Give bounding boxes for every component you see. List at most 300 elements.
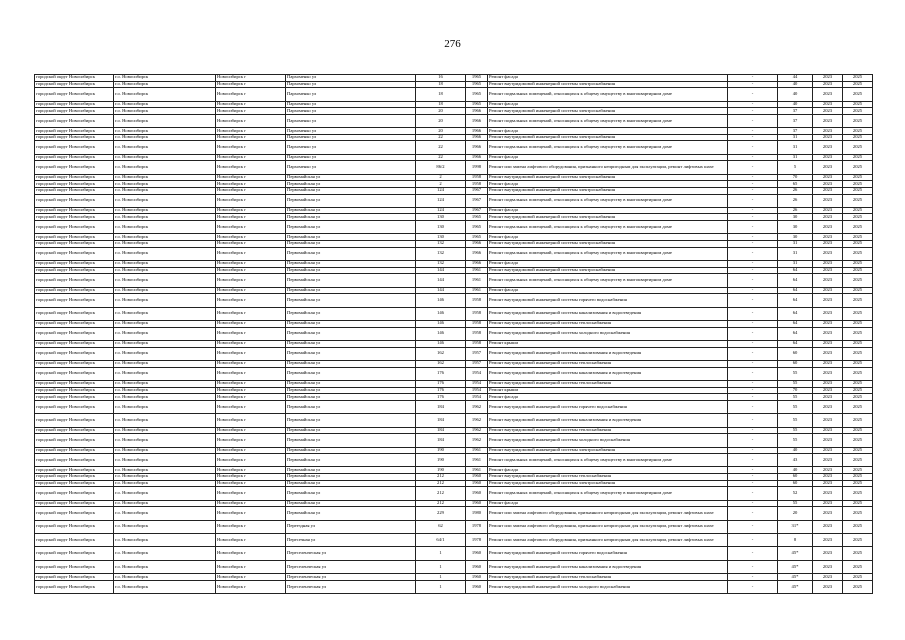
- start-year-cell: 2023: [813, 394, 843, 401]
- build-year-cell: 1958: [466, 307, 488, 320]
- table-row: [35, 154, 873, 161]
- municipality-cell: г.о. Новосибирск: [114, 387, 216, 394]
- house-number-cell: 124: [416, 207, 466, 214]
- repair-registry-table: [34, 74, 873, 594]
- district-cell: городской округ Новосибирск: [35, 447, 114, 454]
- value-cell: 40: [778, 81, 813, 88]
- municipality-cell: г.о. Новосибирск: [114, 454, 216, 467]
- dash-cell: -: [728, 454, 778, 467]
- work-type-cell: Ремонт внутридомовой инженерной системы теплоснабжения: [488, 427, 728, 434]
- city-cell: Новосибирск г: [216, 534, 286, 547]
- district-cell: городской округ Новосибирск: [35, 434, 114, 447]
- street-cell: Первомайская ул: [286, 274, 416, 287]
- municipality-cell: г.о. Новосибирск: [114, 75, 216, 82]
- dash-cell: -: [728, 101, 778, 108]
- house-number-cell: 16: [416, 75, 466, 82]
- district-cell: городской округ Новосибирск: [35, 500, 114, 507]
- street-cell: Пархоменко ул: [286, 128, 416, 135]
- dash-cell: -: [728, 307, 778, 320]
- street-cell: Первомайская ул: [286, 214, 416, 221]
- end-year-cell: 2025: [843, 500, 873, 507]
- city-cell: Новосибирск г: [216, 507, 286, 520]
- work-type-cell: Ремонт или замена лифтового оборудования, признанного непригодным для эксплуатации, ремонт лифтовых шахт: [488, 507, 728, 520]
- district-cell: городской округ Новосибирск: [35, 267, 114, 274]
- table-row: [35, 294, 873, 307]
- municipality-cell: г.о. Новосибирск: [114, 367, 216, 380]
- city-cell: Новосибирск г: [216, 141, 286, 154]
- work-type-cell: Ремонт крыши: [488, 340, 728, 347]
- work-type-cell: Ремонт подвальных помещений, относящихся к общему имуществу в многоквартирном доме: [488, 114, 728, 127]
- city-cell: Новосибирск г: [216, 347, 286, 360]
- work-type-cell: Ремонт фасада: [488, 500, 728, 507]
- table-row: [35, 241, 873, 248]
- dash-cell: -: [728, 427, 778, 434]
- house-number-cell: 162: [416, 360, 466, 367]
- end-year-cell: 2025: [843, 434, 873, 447]
- work-type-cell: Ремонт внутридомовой инженерной системы канализования и водоотведения: [488, 560, 728, 573]
- build-year-cell: 1966: [466, 108, 488, 115]
- build-year-cell: 1966: [466, 128, 488, 135]
- work-type-cell: Ремонт или замена лифтового оборудования, признанного непригодным для эксплуатации, ремонт лифтовых шахт: [488, 520, 728, 533]
- work-type-cell: Ремонт фасада: [488, 154, 728, 161]
- city-cell: Новосибирск г: [216, 88, 286, 101]
- value-cell: 26: [778, 187, 813, 194]
- start-year-cell: 2023: [813, 487, 843, 500]
- table-row: [35, 114, 873, 127]
- start-year-cell: 2023: [813, 380, 843, 387]
- start-year-cell: 2023: [813, 580, 843, 593]
- city-cell: Новосибирск г: [216, 574, 286, 581]
- municipality-cell: г.о. Новосибирск: [114, 474, 216, 481]
- build-year-cell: 1960: [466, 547, 488, 560]
- municipality-cell: г.о. Новосибирск: [114, 181, 216, 188]
- house-number-cell: 184: [416, 400, 466, 413]
- start-year-cell: 2023: [813, 187, 843, 194]
- dash-cell: -: [728, 287, 778, 294]
- work-type-cell: Ремонт внутридомовой инженерной системы холодного водоснабжения: [488, 580, 728, 593]
- house-number-cell: 22: [416, 134, 466, 141]
- page-number: 276: [444, 38, 461, 50]
- value-cell: 8: [778, 534, 813, 547]
- municipality-cell: г.о. Новосибирск: [114, 307, 216, 320]
- start-year-cell: 2023: [813, 467, 843, 474]
- table-row: [35, 75, 873, 82]
- value-cell: 45*: [778, 547, 813, 560]
- value-cell: 31: [778, 241, 813, 248]
- city-cell: Новосибирск г: [216, 321, 286, 328]
- table-row: [35, 181, 873, 188]
- city-cell: Новосибирск г: [216, 480, 286, 487]
- city-cell: Новосибирск г: [216, 207, 286, 214]
- district-cell: городской округ Новосибирск: [35, 261, 114, 268]
- build-year-cell: 1957: [466, 347, 488, 360]
- house-number-cell: 64/1: [416, 534, 466, 547]
- table-row: [35, 307, 873, 320]
- street-cell: Пархоменко ул: [286, 108, 416, 115]
- house-number-cell: 184: [416, 414, 466, 427]
- municipality-cell: г.о. Новосибирск: [114, 261, 216, 268]
- build-year-cell: 1961: [466, 274, 488, 287]
- start-year-cell: 2023: [813, 274, 843, 287]
- end-year-cell: 2025: [843, 154, 873, 161]
- build-year-cell: 1961: [466, 467, 488, 474]
- house-number-cell: 132: [416, 247, 466, 260]
- end-year-cell: 2025: [843, 75, 873, 82]
- house-number-cell: 1: [416, 574, 466, 581]
- street-cell: Первомайская ул: [286, 400, 416, 413]
- house-number-cell: 184: [416, 427, 466, 434]
- district-cell: городской округ Новосибирск: [35, 560, 114, 573]
- work-type-cell: Ремонт фасада: [488, 234, 728, 241]
- street-cell: Первомайская ул: [286, 247, 416, 260]
- house-number-cell: 184: [416, 434, 466, 447]
- value-cell: 37: [778, 108, 813, 115]
- end-year-cell: 2025: [843, 414, 873, 427]
- value-cell: 55: [778, 434, 813, 447]
- municipality-cell: г.о. Новосибирск: [114, 128, 216, 135]
- table-row: [35, 474, 873, 481]
- dash-cell: -: [728, 128, 778, 135]
- dash-cell: -: [728, 207, 778, 214]
- work-type-cell: Ремонт внутридомовой инженерной системы горячего водоснабжения: [488, 400, 728, 413]
- district-cell: городской округ Новосибирск: [35, 207, 114, 214]
- build-year-cell: 1966: [466, 247, 488, 260]
- district-cell: городской округ Новосибирск: [35, 487, 114, 500]
- start-year-cell: 2023: [813, 340, 843, 347]
- table-row: [35, 247, 873, 260]
- start-year-cell: 2023: [813, 114, 843, 127]
- city-cell: Новосибирск г: [216, 154, 286, 161]
- street-cell: Первомайская ул: [286, 181, 416, 188]
- start-year-cell: 2023: [813, 234, 843, 241]
- end-year-cell: 2025: [843, 447, 873, 454]
- street-cell: Первомайская ул: [286, 187, 416, 194]
- city-cell: Новосибирск г: [216, 427, 286, 434]
- end-year-cell: 2025: [843, 294, 873, 307]
- street-cell: Пархоменко ул: [286, 154, 416, 161]
- start-year-cell: 2023: [813, 574, 843, 581]
- work-type-cell: Ремонт внутридомовой инженерной системы теплоснабжения: [488, 474, 728, 481]
- district-cell: городской округ Новосибирск: [35, 221, 114, 234]
- value-cell: 64: [778, 287, 813, 294]
- start-year-cell: 2023: [813, 500, 843, 507]
- end-year-cell: 2025: [843, 307, 873, 320]
- district-cell: городской округ Новосибирск: [35, 287, 114, 294]
- table-row: [35, 174, 873, 181]
- work-type-cell: Ремонт фасада: [488, 181, 728, 188]
- work-type-cell: Ремонт подвальных помещений, относящихся к общему имуществу в многоквартирном доме: [488, 221, 728, 234]
- municipality-cell: г.о. Новосибирск: [114, 141, 216, 154]
- start-year-cell: 2023: [813, 207, 843, 214]
- value-cell: 31*: [778, 520, 813, 533]
- street-cell: Первомайская ул: [286, 241, 416, 248]
- dash-cell: -: [728, 174, 778, 181]
- start-year-cell: 2023: [813, 101, 843, 108]
- end-year-cell: 2025: [843, 387, 873, 394]
- end-year-cell: 2025: [843, 207, 873, 214]
- dash-cell: -: [728, 387, 778, 394]
- start-year-cell: 2023: [813, 294, 843, 307]
- start-year-cell: 2023: [813, 367, 843, 380]
- street-cell: Первомайская ул: [286, 367, 416, 380]
- start-year-cell: 2023: [813, 360, 843, 367]
- build-year-cell: 1965: [466, 81, 488, 88]
- build-year-cell: 1958: [466, 321, 488, 328]
- district-cell: городской округ Новосибирск: [35, 274, 114, 287]
- table-row: [35, 81, 873, 88]
- house-number-cell: 130: [416, 214, 466, 221]
- table-row: [35, 454, 873, 467]
- municipality-cell: г.о. Новосибирск: [114, 221, 216, 234]
- district-cell: городской округ Новосибирск: [35, 474, 114, 481]
- value-cell: 37: [778, 114, 813, 127]
- house-number-cell: 146: [416, 294, 466, 307]
- municipality-cell: г.о. Новосибирск: [114, 574, 216, 581]
- end-year-cell: 2025: [843, 81, 873, 88]
- dash-cell: -: [728, 81, 778, 88]
- district-cell: городской округ Новосибирск: [35, 174, 114, 181]
- municipality-cell: г.о. Новосибирск: [114, 467, 216, 474]
- start-year-cell: 2023: [813, 214, 843, 221]
- value-cell: 30: [778, 234, 813, 241]
- street-cell: Переселенческая ул: [286, 574, 416, 581]
- end-year-cell: 2025: [843, 114, 873, 127]
- district-cell: городской округ Новосибирск: [35, 467, 114, 474]
- value-cell: 64: [778, 321, 813, 328]
- street-cell: Первомайская ул: [286, 480, 416, 487]
- end-year-cell: 2025: [843, 520, 873, 533]
- street-cell: Первомайская ул: [286, 454, 416, 467]
- district-cell: городской округ Новосибирск: [35, 347, 114, 360]
- table-row: [35, 187, 873, 194]
- work-type-cell: Ремонт подвальных помещений, относящихся к общему имуществу в многоквартирном доме: [488, 487, 728, 500]
- work-type-cell: Ремонт внутридомовой инженерной системы электроснабжения: [488, 174, 728, 181]
- build-year-cell: 1961: [466, 267, 488, 274]
- value-cell: 64: [778, 327, 813, 340]
- table-row: [35, 414, 873, 427]
- city-cell: Новосибирск г: [216, 134, 286, 141]
- build-year-cell: 1967: [466, 207, 488, 214]
- end-year-cell: 2025: [843, 454, 873, 467]
- dash-cell: -: [728, 340, 778, 347]
- work-type-cell: Ремонт подвальных помещений, относящихся к общему имуществу в многоквартирном доме: [488, 454, 728, 467]
- start-year-cell: 2023: [813, 387, 843, 394]
- city-cell: Новосибирск г: [216, 75, 286, 82]
- value-cell: 31: [778, 141, 813, 154]
- build-year-cell: 1961: [466, 287, 488, 294]
- street-cell: Первомайская ул: [286, 234, 416, 241]
- build-year-cell: 1966: [466, 241, 488, 248]
- house-number-cell: 124: [416, 194, 466, 207]
- end-year-cell: 2025: [843, 214, 873, 221]
- municipality-cell: г.о. Новосибирск: [114, 400, 216, 413]
- municipality-cell: г.о. Новосибирск: [114, 487, 216, 500]
- end-year-cell: 2025: [843, 108, 873, 115]
- end-year-cell: 2025: [843, 141, 873, 154]
- table-row: [35, 274, 873, 287]
- house-number-cell: 130: [416, 234, 466, 241]
- end-year-cell: 2025: [843, 181, 873, 188]
- table-row: [35, 221, 873, 234]
- build-year-cell: 1954: [466, 367, 488, 380]
- value-cell: 30: [778, 214, 813, 221]
- end-year-cell: 2025: [843, 234, 873, 241]
- value-cell: 55: [778, 367, 813, 380]
- work-type-cell: Ремонт фасада: [488, 467, 728, 474]
- build-year-cell: 1965: [466, 88, 488, 101]
- dash-cell: -: [728, 194, 778, 207]
- end-year-cell: 2025: [843, 394, 873, 401]
- work-type-cell: Ремонт внутридомовой инженерной системы горячего водоснабжения: [488, 547, 728, 560]
- build-year-cell: 1962: [466, 434, 488, 447]
- house-number-cell: 144: [416, 267, 466, 274]
- street-cell: Первомайская ул: [286, 174, 416, 181]
- build-year-cell: 1998: [466, 161, 488, 174]
- start-year-cell: 2023: [813, 141, 843, 154]
- build-year-cell: 1965: [466, 234, 488, 241]
- end-year-cell: 2025: [843, 261, 873, 268]
- value-cell: 40: [778, 467, 813, 474]
- work-type-cell: Ремонт фасада: [488, 128, 728, 135]
- house-number-cell: 18: [416, 81, 466, 88]
- end-year-cell: 2025: [843, 360, 873, 367]
- municipality-cell: г.о. Новосибирск: [114, 234, 216, 241]
- city-cell: Новосибирск г: [216, 487, 286, 500]
- municipality-cell: г.о. Новосибирск: [114, 560, 216, 573]
- district-cell: городской округ Новосибирск: [35, 427, 114, 434]
- value-cell: 43: [778, 454, 813, 467]
- value-cell: 55: [778, 427, 813, 434]
- value-cell: 60: [778, 347, 813, 360]
- municipality-cell: г.о. Новосибирск: [114, 434, 216, 447]
- street-cell: Первомайская ул: [286, 360, 416, 367]
- start-year-cell: 2023: [813, 161, 843, 174]
- build-year-cell: 1960: [466, 474, 488, 481]
- house-number-cell: 176: [416, 367, 466, 380]
- table-row: [35, 88, 873, 101]
- value-cell: 55: [778, 500, 813, 507]
- street-cell: Пархоменко ул: [286, 114, 416, 127]
- municipality-cell: г.о. Новосибирск: [114, 427, 216, 434]
- value-cell: 64: [778, 307, 813, 320]
- district-cell: городской округ Новосибирск: [35, 114, 114, 127]
- table-row: [35, 500, 873, 507]
- start-year-cell: 2023: [813, 241, 843, 248]
- build-year-cell: 1960: [466, 500, 488, 507]
- table-row: [35, 574, 873, 581]
- table-row: [35, 287, 873, 294]
- dash-cell: -: [728, 520, 778, 533]
- end-year-cell: 2025: [843, 487, 873, 500]
- work-type-cell: Ремонт фасада: [488, 207, 728, 214]
- build-year-cell: 1966: [466, 261, 488, 268]
- end-year-cell: 2025: [843, 174, 873, 181]
- dash-cell: -: [728, 327, 778, 340]
- street-cell: Пархоменко ул: [286, 141, 416, 154]
- start-year-cell: 2023: [813, 327, 843, 340]
- build-year-cell: 1960: [466, 574, 488, 581]
- build-year-cell: 1954: [466, 387, 488, 394]
- value-cell: 64: [778, 294, 813, 307]
- work-type-cell: Ремонт подвальных помещений, относящихся к общему имуществу в многоквартирном доме: [488, 88, 728, 101]
- house-number-cell: 212: [416, 487, 466, 500]
- value-cell: 55: [778, 414, 813, 427]
- dash-cell: -: [728, 400, 778, 413]
- end-year-cell: 2025: [843, 534, 873, 547]
- value-cell: 52: [778, 487, 813, 500]
- dash-cell: -: [728, 321, 778, 328]
- municipality-cell: г.о. Новосибирск: [114, 161, 216, 174]
- street-cell: Первомайская ул: [286, 380, 416, 387]
- street-cell: Первомайская ул: [286, 507, 416, 520]
- dash-cell: -: [728, 547, 778, 560]
- city-cell: Новосибирск г: [216, 187, 286, 194]
- house-number-cell: 146: [416, 321, 466, 328]
- house-number-cell: 22: [416, 141, 466, 154]
- district-cell: городской округ Новосибирск: [35, 327, 114, 340]
- street-cell: Пархоменко ул: [286, 161, 416, 174]
- work-type-cell: Ремонт внутридомовой инженерной системы электроснабжения: [488, 108, 728, 115]
- municipality-cell: г.о. Новосибирск: [114, 134, 216, 141]
- house-number-cell: 212: [416, 480, 466, 487]
- work-type-cell: Ремонт или замена лифтового оборудования, признанного непригодным для эксплуатации, ремонт лифтовых шахт: [488, 534, 728, 547]
- street-cell: Первомайская ул: [286, 427, 416, 434]
- city-cell: Новосибирск г: [216, 241, 286, 248]
- start-year-cell: 2023: [813, 414, 843, 427]
- dash-cell: -: [728, 187, 778, 194]
- build-year-cell: 1978: [466, 534, 488, 547]
- end-year-cell: 2025: [843, 580, 873, 593]
- end-year-cell: 2025: [843, 287, 873, 294]
- dash-cell: -: [728, 380, 778, 387]
- table-row: [35, 467, 873, 474]
- work-type-cell: Ремонт внутридомовой инженерной системы горячего водоснабжения: [488, 294, 728, 307]
- value-cell: 31: [778, 134, 813, 141]
- city-cell: Новосибирск г: [216, 380, 286, 387]
- value-cell: 55: [778, 400, 813, 413]
- build-year-cell: 1958: [466, 181, 488, 188]
- street-cell: Первомайская ул: [286, 267, 416, 274]
- work-type-cell: Ремонт фасада: [488, 287, 728, 294]
- municipality-cell: г.о. Новосибирск: [114, 81, 216, 88]
- start-year-cell: 2023: [813, 221, 843, 234]
- street-cell: Первомайская ул: [286, 414, 416, 427]
- house-number-cell: 22: [416, 154, 466, 161]
- house-number-cell: 20: [416, 128, 466, 135]
- table-row: [35, 340, 873, 347]
- value-cell: 40: [778, 447, 813, 454]
- dash-cell: -: [728, 75, 778, 82]
- district-cell: городской округ Новосибирск: [35, 128, 114, 135]
- dash-cell: -: [728, 114, 778, 127]
- district-cell: городской округ Новосибирск: [35, 101, 114, 108]
- dash-cell: -: [728, 414, 778, 427]
- start-year-cell: 2023: [813, 128, 843, 135]
- street-cell: Пархоменко ул: [286, 81, 416, 88]
- build-year-cell: 1965: [466, 101, 488, 108]
- table-row: [35, 434, 873, 447]
- build-year-cell: 1965: [466, 75, 488, 82]
- table-row: [35, 547, 873, 560]
- municipality-cell: г.о. Новосибирск: [114, 480, 216, 487]
- district-cell: городской округ Новосибирск: [35, 574, 114, 581]
- dash-cell: -: [728, 447, 778, 454]
- start-year-cell: 2023: [813, 307, 843, 320]
- city-cell: Новосибирск г: [216, 447, 286, 454]
- municipality-cell: г.о. Новосибирск: [114, 507, 216, 520]
- table-row: [35, 321, 873, 328]
- table-row: [35, 101, 873, 108]
